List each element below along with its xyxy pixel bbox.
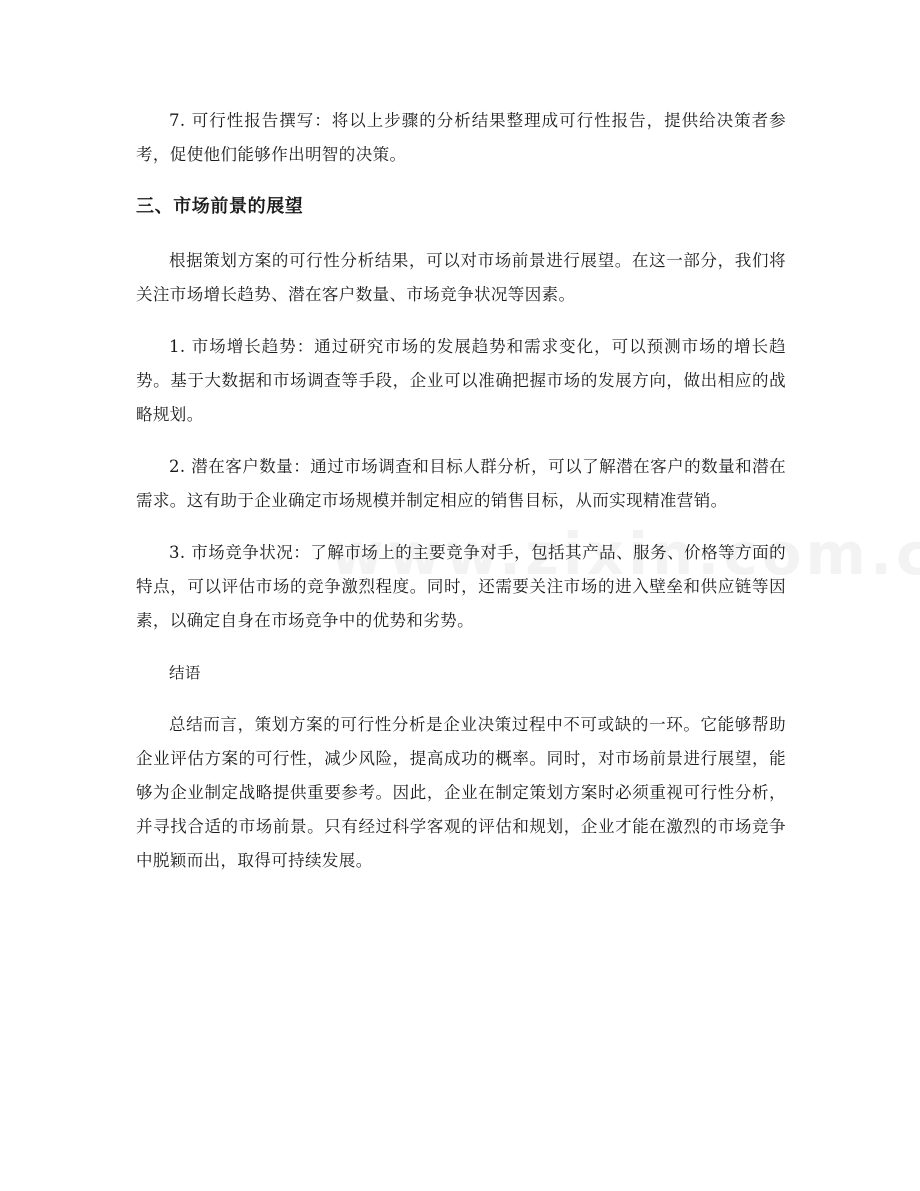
document-body	[136, 104, 786, 896]
paragraph-item-growth-trend: 1. 市场增长趋势：通过研究市场的发展趋势和需求变化，可以预测市场的增长趋势。基于大数据和市场调查等手段，企业可以准确把握市场的发展方向，做出相应的战略规划。	[136, 337, 786, 424]
conclusion-label: 结语	[169, 664, 201, 682]
paragraph-step-7: 7. 可行性报告撰写：将以上步骤的分析结果整理成可行性报告，提供给决策者参考，促使他们能够作出明智的决策。	[136, 111, 786, 164]
paragraph-conclusion: 总结而言，策划方案的可行性分析是企业决策过程中不可或缺的一环。它能够帮助企业评估方案的可行性，减少风险，提高成功的概率。同时，对市场前景进行展望，能够为企业制定战略提供重要参考。因此，企业在制定策划方案时必须重视可行性分析，并寻找合适的市场前景。只有经过科学客观的评估和规划，企业才能在激烈的市场竞争中脱颖而出，取得可持续发展。	[136, 715, 786, 870]
paragraph-section-intro: 根据策划方案的可行性分析结果，可以对市场前景进行展望。在这一部分，我们将关注市场增长趋势、潜在客户数量、市场竞争状况等因素。	[136, 251, 786, 304]
paragraph-item-potential-customers: 2. 潜在客户数量：通过市场调查和目标人群分析，可以了解潜在客户的数量和潜在需求。这有助于企业确定市场规模并制定相应的销售目标，从而实现精准营销。	[136, 457, 786, 510]
paragraph-item-competition: 3. 市场竞争状况：了解市场上的主要竞争对手，包括其产品、服务、价格等方面的特点，可以评估市场的竞争激烈程度。同时，还需要关注市场的进入壁垒和供应链等因素，以确定自身在市场竞争中的优势和劣势。	[136, 543, 786, 630]
section-heading-market-outlook: 三、市场前景的展望	[136, 196, 304, 217]
